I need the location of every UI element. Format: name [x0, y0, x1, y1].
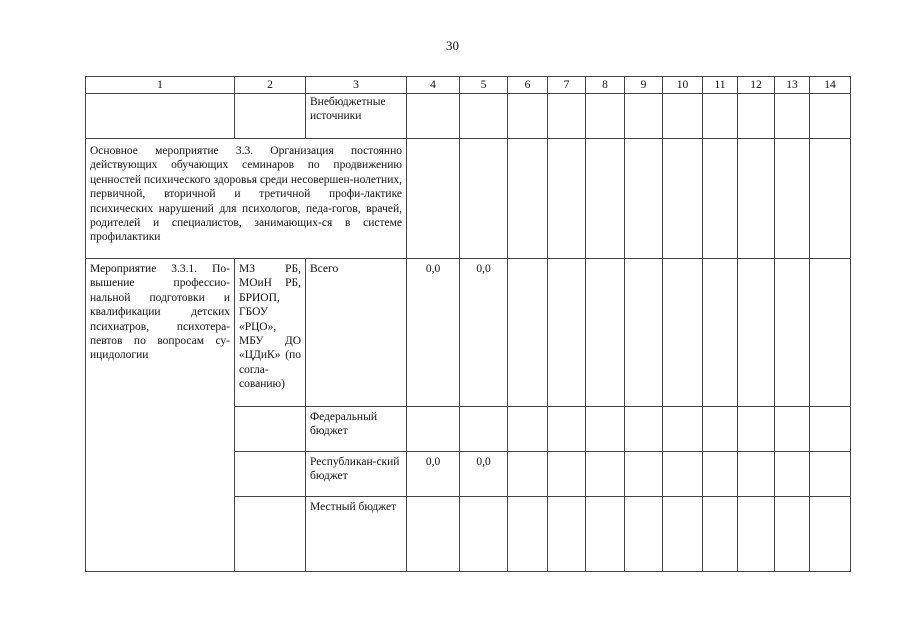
table-cell: [775, 94, 810, 139]
table-cell: [586, 94, 625, 139]
header-cell: 14: [810, 77, 851, 94]
table-cell: [586, 452, 625, 497]
table-cell: [548, 94, 586, 139]
table-header-row: [86, 77, 851, 94]
table-cell: [625, 497, 663, 572]
table-cell: [625, 407, 663, 452]
main-activity-cell: Основное мероприятие 3.3. Организация постоянно действующих обучающих семинаров по продвижению ценностей психического здоровья среди несовершен-нолетних, первичной, вторичной и третичной профи-лактике психических нарушений для психологов, педа-гогов, врачей, родителей и специалистов, занимающих-ся в системе профилактики: [86, 139, 407, 259]
header-cell: 6: [508, 77, 548, 94]
table-cell: [586, 139, 625, 259]
table-cell: [738, 452, 775, 497]
table-cell: [407, 94, 460, 139]
executors-cell: МЗ РБ, МОиН РБ, БРИОП, ГБОУ «РЦО», МБУ ДО «ЦДиК» (по согла-сованию): [235, 259, 306, 407]
value-cell: [407, 407, 460, 452]
table-cell: [508, 259, 548, 407]
table-cell: [548, 259, 586, 407]
header-cell: 11: [703, 77, 738, 94]
table-cell: [625, 139, 663, 259]
table-cell: [460, 139, 508, 259]
header-cell: 3: [306, 77, 407, 94]
value-cell: 0,0: [407, 452, 460, 497]
table-cell: [663, 94, 703, 139]
table-cell: [235, 94, 306, 139]
activity-name-cell: Мероприятие 3.3.1. По-вышение профессио-нальной подготовки и квалификации детских психиатров, психотера-певтов по вопросам су-ицидологии: [86, 259, 235, 572]
funding-source-cell: Федеральный бюджет: [306, 407, 407, 452]
table-cell: [703, 407, 738, 452]
table-cell: [738, 94, 775, 139]
table-cell: [548, 407, 586, 452]
table-cell: [703, 452, 738, 497]
value-cell: [407, 497, 460, 572]
table-cell: [548, 452, 586, 497]
table-cell: [508, 407, 548, 452]
table-cell: [738, 139, 775, 259]
table-cell: [625, 452, 663, 497]
table-cell: [663, 407, 703, 452]
page-number: 30: [446, 38, 459, 53]
funding-source-cell: Всего: [306, 259, 407, 407]
table-cell: [508, 139, 548, 259]
table-cell: [810, 139, 851, 259]
table-cell: [508, 94, 548, 139]
header-cell: 2: [235, 77, 306, 94]
header-cell: 4: [407, 77, 460, 94]
table-cell: [738, 497, 775, 572]
table-cell: [586, 259, 625, 407]
table-cell: [775, 497, 810, 572]
table-row-main-activity: [86, 139, 851, 259]
table-cell: [508, 452, 548, 497]
table-cell: [703, 139, 738, 259]
funding-source-cell: Внебюджетные источники: [306, 94, 407, 139]
table-cell: [810, 94, 851, 139]
table-cell: [703, 94, 738, 139]
table-row-offbudget: [86, 94, 851, 139]
header-cell: 9: [625, 77, 663, 94]
table-cell: [235, 497, 306, 572]
table-cell: [548, 139, 586, 259]
table-row-total: [86, 259, 851, 407]
table-cell: [775, 259, 810, 407]
table-cell: [775, 139, 810, 259]
table-cell: [810, 452, 851, 497]
table-cell: [625, 94, 663, 139]
value-cell: 0,0: [460, 452, 508, 497]
value-cell: 0,0: [460, 259, 508, 407]
table-cell: [508, 497, 548, 572]
table-cell: [703, 259, 738, 407]
value-cell: 0,0: [407, 259, 460, 407]
table-cell: [775, 452, 810, 497]
table-cell: [703, 497, 738, 572]
header-cell: 8: [586, 77, 625, 94]
table-cell: [625, 259, 663, 407]
table-cell: [235, 452, 306, 497]
table-cell: [738, 407, 775, 452]
value-cell: [460, 407, 508, 452]
funding-source-cell: Республикан-ский бюджет: [306, 452, 407, 497]
header-cell: 13: [775, 77, 810, 94]
table-cell: [235, 407, 306, 452]
table-cell: [586, 497, 625, 572]
table-cell: [407, 139, 460, 259]
header-cell: 7: [548, 77, 586, 94]
table-cell: [663, 452, 703, 497]
table-cell: [775, 407, 810, 452]
table-cell: [810, 407, 851, 452]
table-cell: [810, 497, 851, 572]
header-cell: 5: [460, 77, 508, 94]
funding-source-cell: Местный бюджет: [306, 497, 407, 572]
table-cell: [86, 94, 235, 139]
value-cell: [460, 497, 508, 572]
header-cell: 1: [86, 77, 235, 94]
table-cell: [663, 497, 703, 572]
table-cell: [460, 94, 508, 139]
table-cell: [548, 497, 586, 572]
table-cell: [738, 259, 775, 407]
budget-table: [85, 76, 851, 572]
table-cell: [586, 407, 625, 452]
table-cell: [663, 139, 703, 259]
header-cell: 10: [663, 77, 703, 94]
header-cell: 12: [738, 77, 775, 94]
table-cell: [663, 259, 703, 407]
table-cell: [810, 259, 851, 407]
